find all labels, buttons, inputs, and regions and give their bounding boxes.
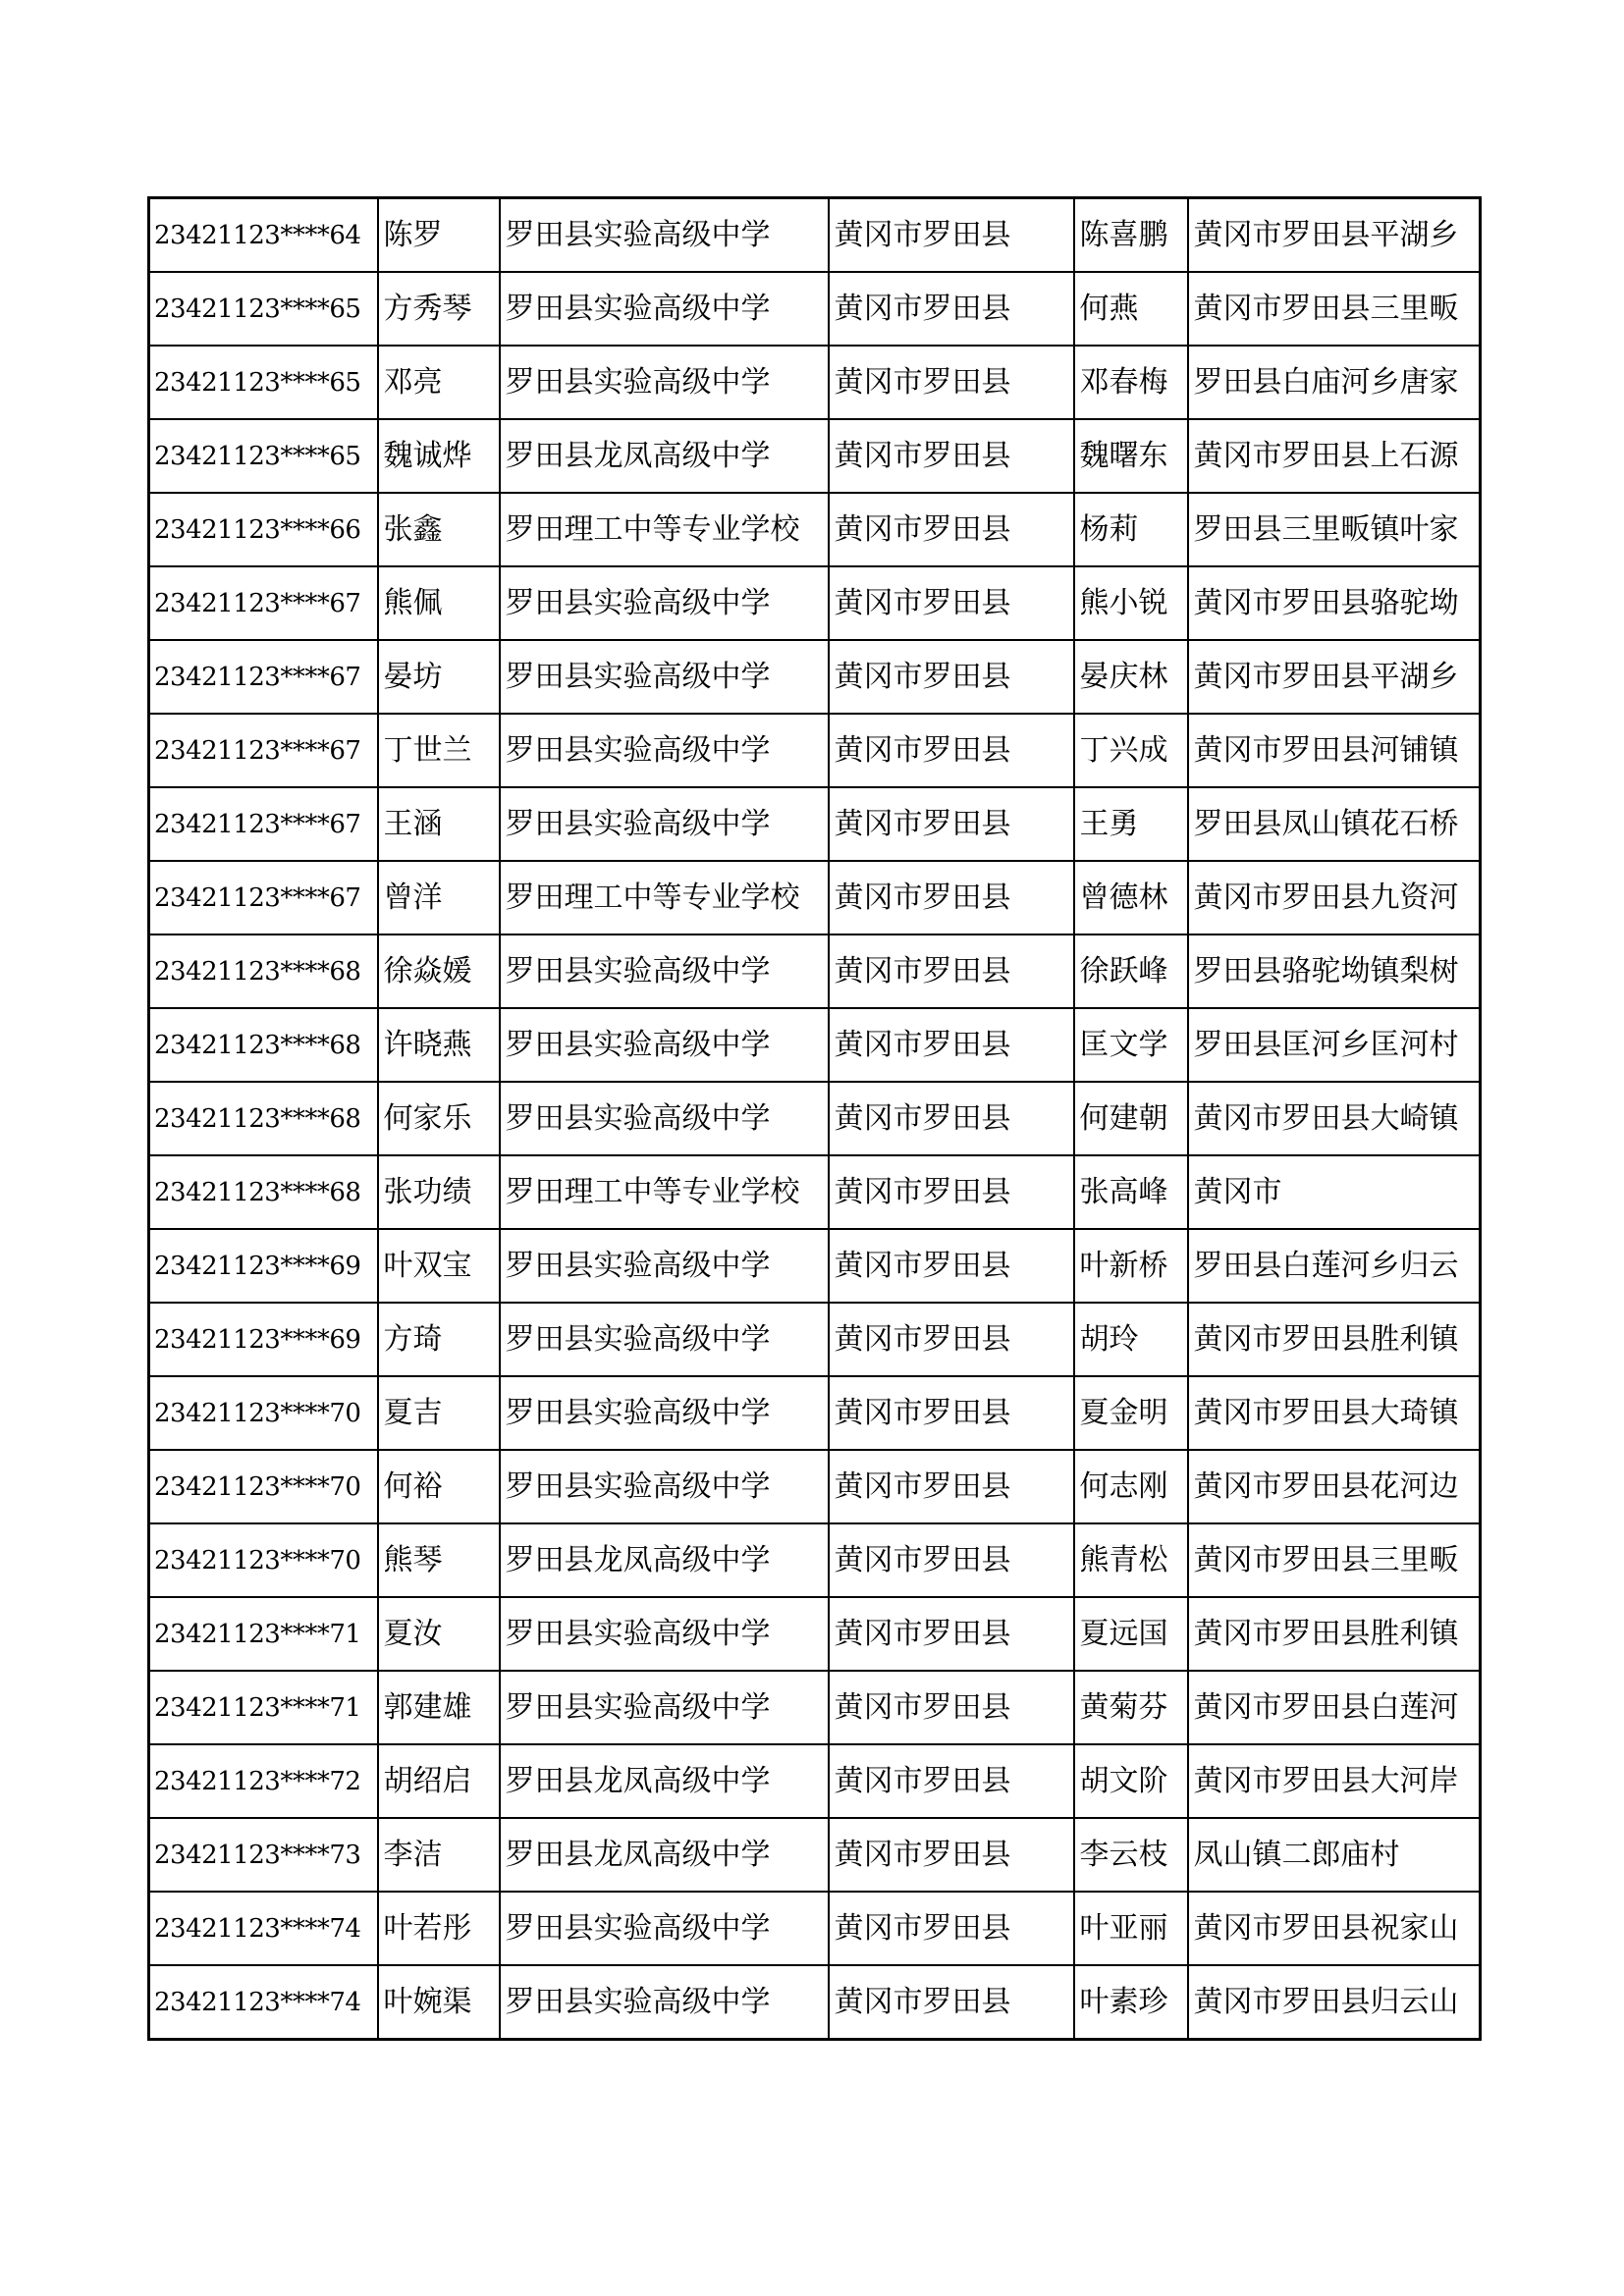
address-cell: 黄冈市罗田县骆驼坳 [1188, 566, 1481, 640]
guardian-name-cell: 邓春梅 [1074, 346, 1188, 419]
student-id-cell: 23421123****73 [149, 1818, 378, 1892]
student-name-cell: 方秀琴 [378, 272, 500, 346]
school-cell: 罗田县实验高级中学 [500, 1892, 829, 1965]
table-row [149, 1008, 1481, 1082]
school-cell: 罗田理工中等专业学校 [500, 493, 829, 566]
student-id-cell: 23421123****65 [149, 272, 378, 346]
table-row [149, 346, 1481, 419]
student-id-cell: 23421123****67 [149, 566, 378, 640]
region-cell: 黄冈市罗田县 [829, 346, 1074, 419]
guardian-name-cell: 叶亚丽 [1074, 1892, 1188, 1965]
guardian-name-cell: 夏远国 [1074, 1597, 1188, 1671]
student-id-cell: 23421123****70 [149, 1450, 378, 1523]
guardian-name-cell: 何建朝 [1074, 1082, 1188, 1155]
region-cell: 黄冈市罗田县 [829, 1450, 1074, 1523]
guardian-name-cell: 黄菊芬 [1074, 1671, 1188, 1744]
address-cell: 黄冈市罗田县大崎镇 [1188, 1082, 1481, 1155]
guardian-name-cell: 王勇 [1074, 787, 1188, 861]
table-row [149, 1892, 1481, 1965]
student-name-cell: 张功绩 [378, 1155, 500, 1229]
table-row [149, 272, 1481, 346]
student-id-cell: 23421123****68 [149, 934, 378, 1008]
guardian-name-cell: 陈喜鹏 [1074, 198, 1188, 273]
student-name-cell: 夏吉 [378, 1376, 500, 1450]
guardian-name-cell: 徐跃峰 [1074, 934, 1188, 1008]
table-row [149, 1082, 1481, 1155]
region-cell: 黄冈市罗田县 [829, 1818, 1074, 1892]
student-name-cell: 叶婉渠 [378, 1965, 500, 2040]
table-row [149, 419, 1481, 493]
student-name-cell: 李洁 [378, 1818, 500, 1892]
school-cell: 罗田县实验高级中学 [500, 1597, 829, 1671]
guardian-name-cell: 李云枝 [1074, 1818, 1188, 1892]
table-row [149, 1965, 1481, 2040]
address-cell: 黄冈市罗田县三里畈 [1188, 272, 1481, 346]
address-cell: 罗田县白莲河乡归云 [1188, 1229, 1481, 1303]
guardian-name-cell: 匡文学 [1074, 1008, 1188, 1082]
school-cell: 罗田县龙凤高级中学 [500, 1818, 829, 1892]
roster-body [149, 198, 1481, 2040]
guardian-name-cell: 魏曙东 [1074, 419, 1188, 493]
school-cell: 罗田县实验高级中学 [500, 346, 829, 419]
table-row [149, 1597, 1481, 1671]
student-name-cell: 许晓燕 [378, 1008, 500, 1082]
address-cell: 黄冈市罗田县白莲河 [1188, 1671, 1481, 1744]
student-id-cell: 23421123****70 [149, 1376, 378, 1450]
student-name-cell: 胡绍启 [378, 1744, 500, 1818]
address-cell: 黄冈市罗田县九资河 [1188, 861, 1481, 934]
student-name-cell: 叶双宝 [378, 1229, 500, 1303]
student-name-cell: 方琦 [378, 1303, 500, 1376]
school-cell: 罗田县实验高级中学 [500, 1376, 829, 1450]
student-name-cell: 叶若彤 [378, 1892, 500, 1965]
table-row [149, 1303, 1481, 1376]
table-row [149, 1155, 1481, 1229]
address-cell: 黄冈市罗田县祝家山 [1188, 1892, 1481, 1965]
table-row [149, 1450, 1481, 1523]
guardian-name-cell: 熊小锐 [1074, 566, 1188, 640]
region-cell: 黄冈市罗田县 [829, 1523, 1074, 1597]
guardian-name-cell: 熊青松 [1074, 1523, 1188, 1597]
region-cell: 黄冈市罗田县 [829, 1229, 1074, 1303]
address-cell: 罗田县三里畈镇叶家 [1188, 493, 1481, 566]
student-id-cell: 23421123****65 [149, 419, 378, 493]
student-name-cell: 晏坊 [378, 640, 500, 714]
school-cell: 罗田县实验高级中学 [500, 1008, 829, 1082]
region-cell: 黄冈市罗田县 [829, 861, 1074, 934]
address-cell: 黄冈市罗田县河铺镇 [1188, 714, 1481, 787]
student-id-cell: 23421123****68 [149, 1082, 378, 1155]
region-cell: 黄冈市罗田县 [829, 1892, 1074, 1965]
student-id-cell: 23421123****71 [149, 1597, 378, 1671]
region-cell: 黄冈市罗田县 [829, 566, 1074, 640]
student-id-cell: 23421123****74 [149, 1892, 378, 1965]
student-name-cell: 张鑫 [378, 493, 500, 566]
guardian-name-cell: 晏庆林 [1074, 640, 1188, 714]
region-cell: 黄冈市罗田县 [829, 1671, 1074, 1744]
region-cell: 黄冈市罗田县 [829, 1082, 1074, 1155]
region-cell: 黄冈市罗田县 [829, 1597, 1074, 1671]
school-cell: 罗田县实验高级中学 [500, 198, 829, 273]
student-name-cell: 熊佩 [378, 566, 500, 640]
table-row [149, 1744, 1481, 1818]
student-id-cell: 23421123****65 [149, 346, 378, 419]
student-name-cell: 陈罗 [378, 198, 500, 273]
guardian-name-cell: 何燕 [1074, 272, 1188, 346]
region-cell: 黄冈市罗田县 [829, 493, 1074, 566]
region-cell: 黄冈市罗田县 [829, 640, 1074, 714]
guardian-name-cell: 曾德林 [1074, 861, 1188, 934]
student-name-cell: 熊琴 [378, 1523, 500, 1597]
student-id-cell: 23421123****67 [149, 861, 378, 934]
region-cell: 黄冈市罗田县 [829, 1376, 1074, 1450]
student-roster-table [147, 196, 1482, 2041]
student-name-cell: 王涵 [378, 787, 500, 861]
table-row [149, 566, 1481, 640]
student-id-cell: 23421123****67 [149, 714, 378, 787]
table-row [149, 1671, 1481, 1744]
table-row [149, 1229, 1481, 1303]
school-cell: 罗田县实验高级中学 [500, 714, 829, 787]
student-id-cell: 23421123****72 [149, 1744, 378, 1818]
school-cell: 罗田县实验高级中学 [500, 787, 829, 861]
student-name-cell: 郭建雄 [378, 1671, 500, 1744]
address-cell: 黄冈市罗田县胜利镇 [1188, 1597, 1481, 1671]
guardian-name-cell: 杨莉 [1074, 493, 1188, 566]
guardian-name-cell: 何志刚 [1074, 1450, 1188, 1523]
region-cell: 黄冈市罗田县 [829, 787, 1074, 861]
student-id-cell: 23421123****69 [149, 1303, 378, 1376]
address-cell: 罗田县匡河乡匡河村 [1188, 1008, 1481, 1082]
address-cell: 黄冈市罗田县上石源 [1188, 419, 1481, 493]
school-cell: 罗田县实验高级中学 [500, 640, 829, 714]
address-cell: 黄冈市罗田县平湖乡 [1188, 640, 1481, 714]
region-cell: 黄冈市罗田县 [829, 1965, 1074, 2040]
school-cell: 罗田县实验高级中学 [500, 272, 829, 346]
table-row [149, 861, 1481, 934]
region-cell: 黄冈市罗田县 [829, 934, 1074, 1008]
student-id-cell: 23421123****71 [149, 1671, 378, 1744]
region-cell: 黄冈市罗田县 [829, 1744, 1074, 1818]
school-cell: 罗田理工中等专业学校 [500, 1155, 829, 1229]
address-cell: 罗田县凤山镇花石桥 [1188, 787, 1481, 861]
region-cell: 黄冈市罗田县 [829, 1008, 1074, 1082]
address-cell: 罗田县白庙河乡唐家 [1188, 346, 1481, 419]
address-cell: 黄冈市 [1188, 1155, 1481, 1229]
school-cell: 罗田县龙凤高级中学 [500, 1744, 829, 1818]
region-cell: 黄冈市罗田县 [829, 419, 1074, 493]
address-cell: 黄冈市罗田县三里畈 [1188, 1523, 1481, 1597]
school-cell: 罗田县实验高级中学 [500, 1450, 829, 1523]
address-cell: 罗田县骆驼坳镇梨树 [1188, 934, 1481, 1008]
table-row [149, 714, 1481, 787]
school-cell: 罗田县实验高级中学 [500, 1303, 829, 1376]
table-row [149, 1818, 1481, 1892]
student-id-cell: 23421123****64 [149, 198, 378, 273]
table-row [149, 198, 1481, 273]
region-cell: 黄冈市罗田县 [829, 714, 1074, 787]
table-row [149, 787, 1481, 861]
student-name-cell: 徐焱媛 [378, 934, 500, 1008]
student-id-cell: 23421123****67 [149, 787, 378, 861]
school-cell: 罗田县实验高级中学 [500, 1229, 829, 1303]
school-cell: 罗田理工中等专业学校 [500, 861, 829, 934]
student-name-cell: 丁世兰 [378, 714, 500, 787]
student-id-cell: 23421123****68 [149, 1008, 378, 1082]
guardian-name-cell: 丁兴成 [1074, 714, 1188, 787]
student-name-cell: 何家乐 [378, 1082, 500, 1155]
guardian-name-cell: 胡文阶 [1074, 1744, 1188, 1818]
student-id-cell: 23421123****68 [149, 1155, 378, 1229]
guardian-name-cell: 叶素珍 [1074, 1965, 1188, 2040]
region-cell: 黄冈市罗田县 [829, 1303, 1074, 1376]
address-cell: 凤山镇二郎庙村 [1188, 1818, 1481, 1892]
table-row [149, 934, 1481, 1008]
guardian-name-cell: 胡玲 [1074, 1303, 1188, 1376]
student-id-cell: 23421123****70 [149, 1523, 378, 1597]
school-cell: 罗田县实验高级中学 [500, 1965, 829, 2040]
school-cell: 罗田县实验高级中学 [500, 934, 829, 1008]
student-name-cell: 何裕 [378, 1450, 500, 1523]
address-cell: 黄冈市罗田县归云山 [1188, 1965, 1481, 2040]
student-name-cell: 邓亮 [378, 346, 500, 419]
student-id-cell: 23421123****74 [149, 1965, 378, 2040]
student-name-cell: 夏汝 [378, 1597, 500, 1671]
student-id-cell: 23421123****66 [149, 493, 378, 566]
address-cell: 黄冈市罗田县大琦镇 [1188, 1376, 1481, 1450]
student-name-cell: 曾洋 [378, 861, 500, 934]
school-cell: 罗田县龙凤高级中学 [500, 419, 829, 493]
table-row [149, 493, 1481, 566]
student-name-cell: 魏诚烨 [378, 419, 500, 493]
student-id-cell: 23421123****69 [149, 1229, 378, 1303]
school-cell: 罗田县实验高级中学 [500, 1671, 829, 1744]
guardian-name-cell: 张高峰 [1074, 1155, 1188, 1229]
table-row [149, 1523, 1481, 1597]
school-cell: 罗田县实验高级中学 [500, 1082, 829, 1155]
region-cell: 黄冈市罗田县 [829, 1155, 1074, 1229]
address-cell: 黄冈市罗田县平湖乡 [1188, 198, 1481, 273]
region-cell: 黄冈市罗田县 [829, 272, 1074, 346]
guardian-name-cell: 叶新桥 [1074, 1229, 1188, 1303]
student-id-cell: 23421123****67 [149, 640, 378, 714]
region-cell: 黄冈市罗田县 [829, 198, 1074, 273]
school-cell: 罗田县龙凤高级中学 [500, 1523, 829, 1597]
table-row [149, 1376, 1481, 1450]
address-cell: 黄冈市罗田县花河边 [1188, 1450, 1481, 1523]
school-cell: 罗田县实验高级中学 [500, 566, 829, 640]
address-cell: 黄冈市罗田县大河岸 [1188, 1744, 1481, 1818]
table-row [149, 640, 1481, 714]
guardian-name-cell: 夏金明 [1074, 1376, 1188, 1450]
address-cell: 黄冈市罗田县胜利镇 [1188, 1303, 1481, 1376]
